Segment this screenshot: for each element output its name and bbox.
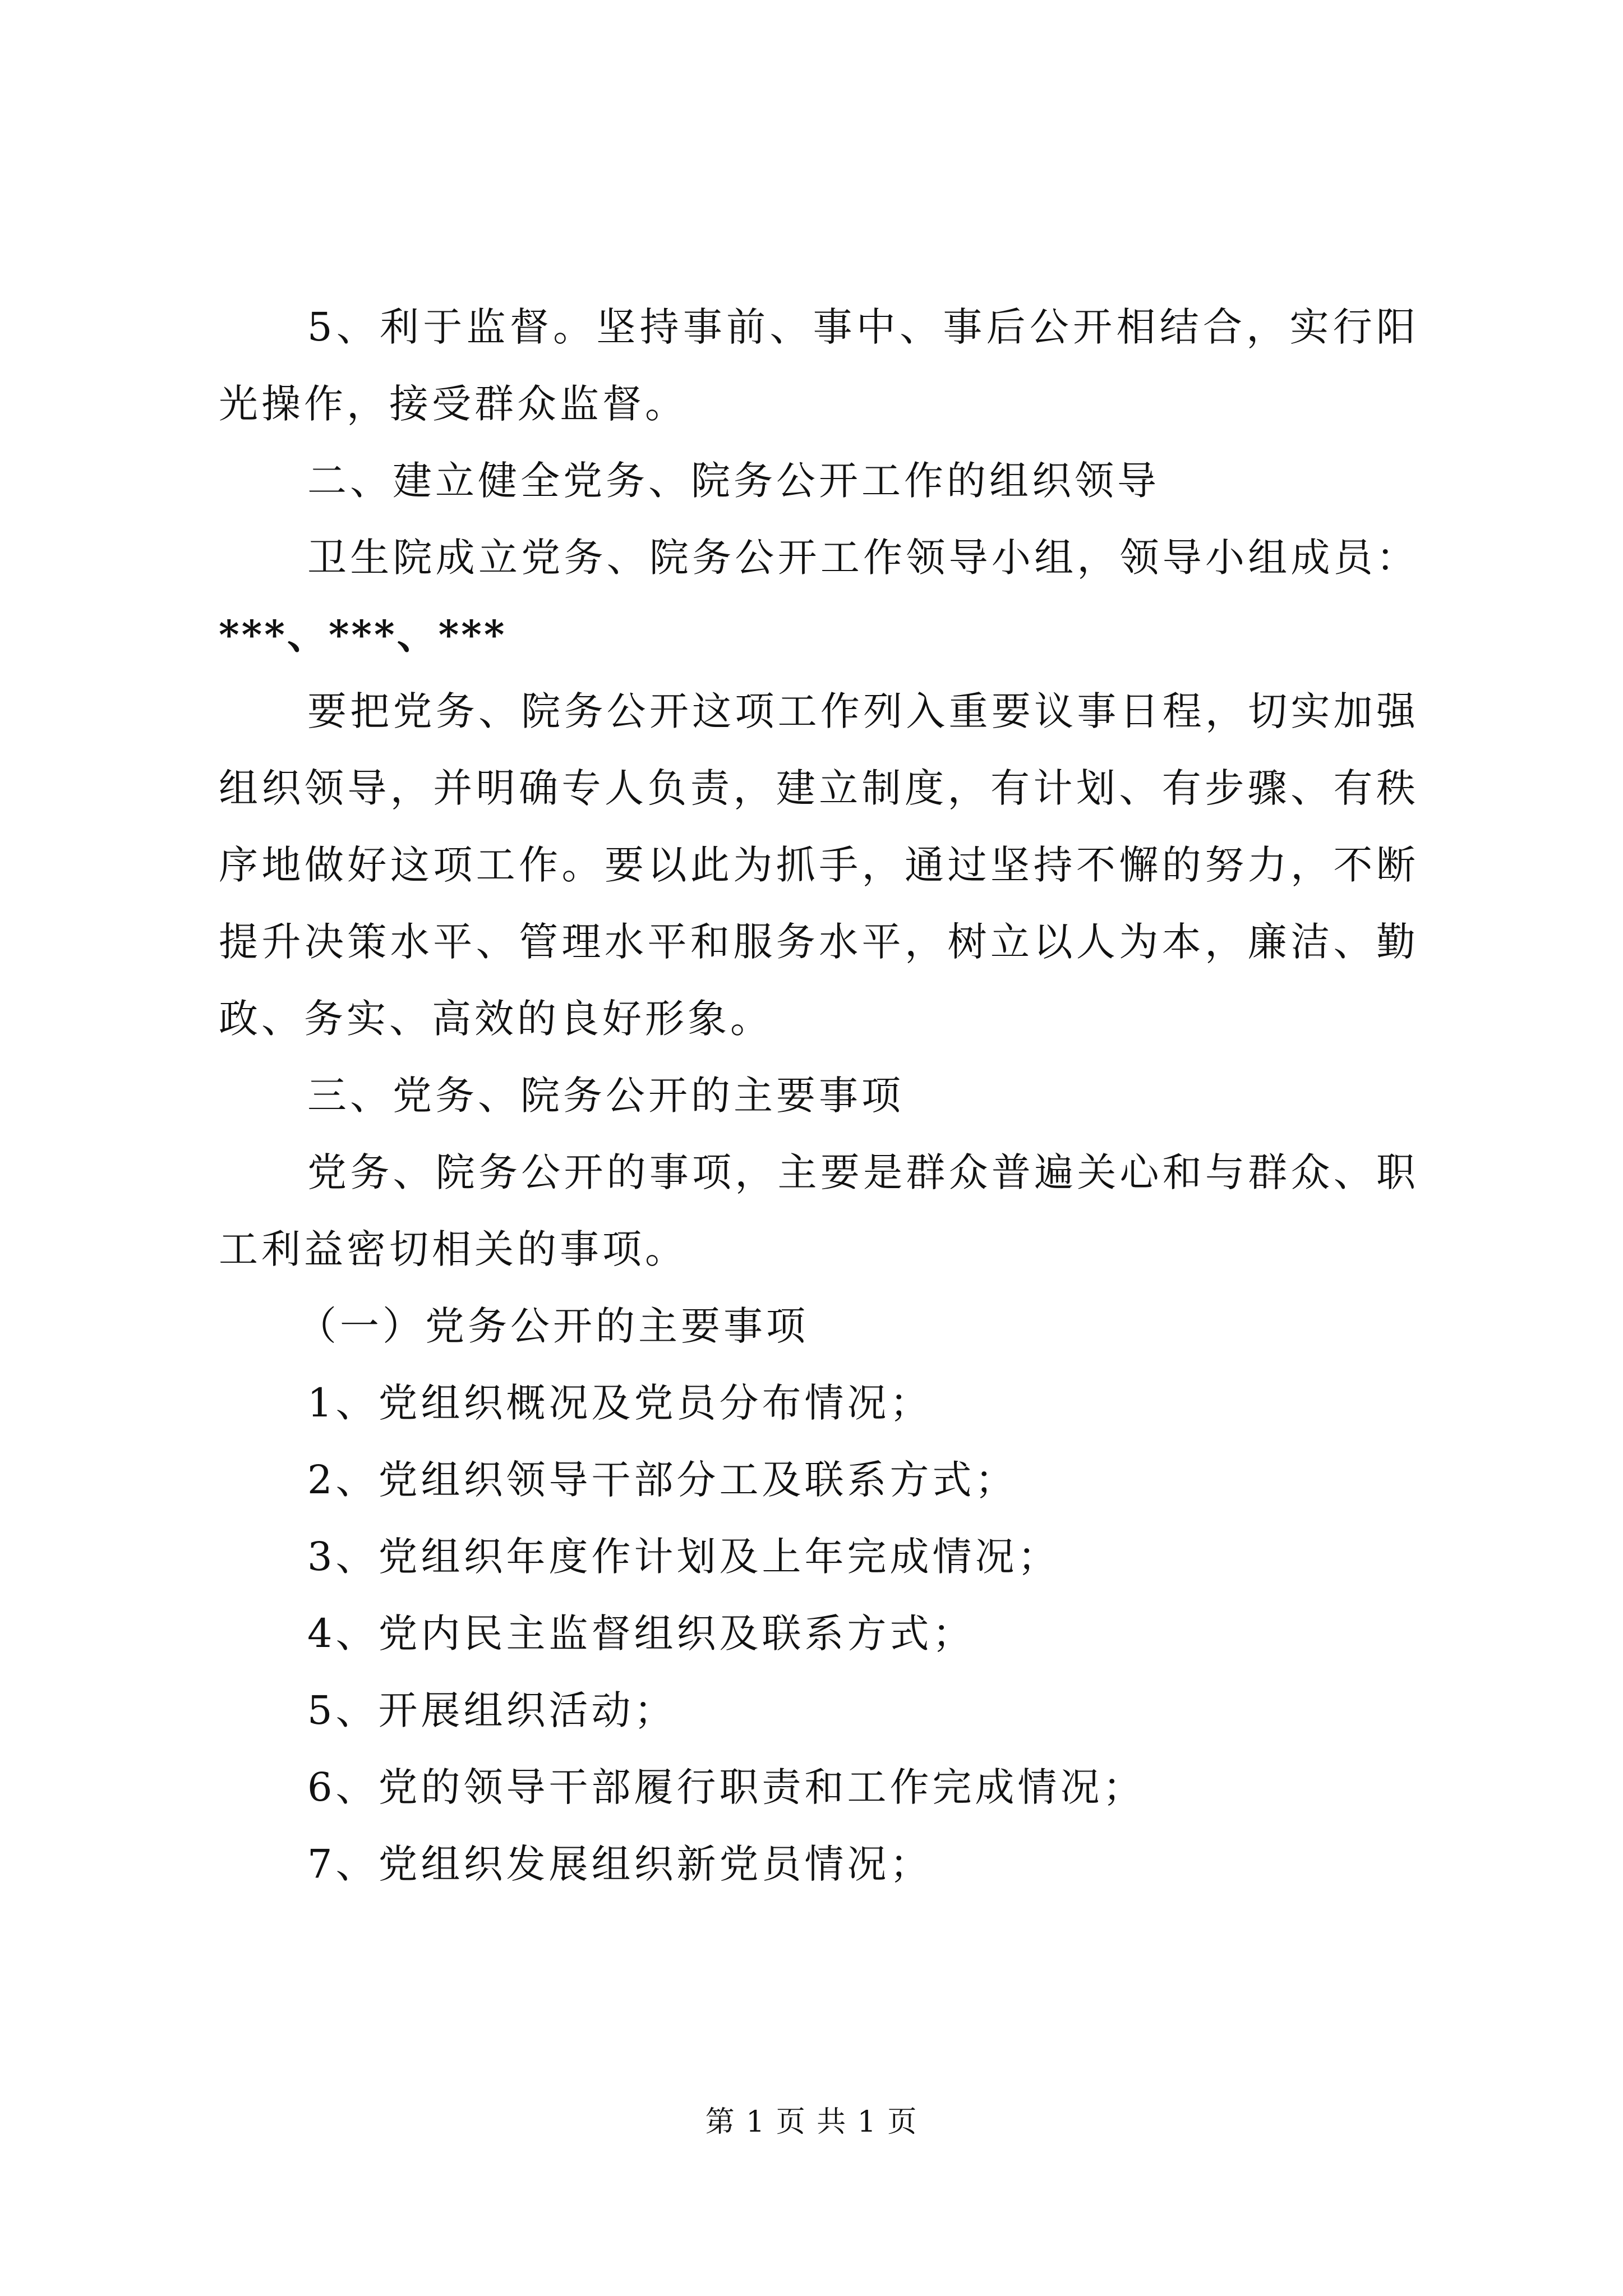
- list-item-4: 4、党内民主监督组织及联系方式；: [307, 1611, 975, 1657]
- paragraph-agenda: 要把党务、院务公开这项工作列入重要议事日程，切实加强组织领导，并明确专人负责，建立制度，有计划、有步骤、有秩序地做好这项工作。要以此为抓手，通过坚持不懈的努力，不断提升决策水平、管理水平和服务水平，树立以人为本，廉洁、勤政、务实、高效的良好形象。: [219, 688, 1419, 1042]
- paragraph-main-items: 党务、院务公开的事项，主要是群众普遍关心和与群众、职工利益密切相关的事项。: [219, 1149, 1419, 1272]
- paragraph-leadership-group: 卫生院成立党务、院务公开工作领导小组，领导小组成员：: [307, 535, 1419, 581]
- list-item-3: 3、党组织年度作计划及上年完成情况；: [307, 1534, 1061, 1580]
- list-item-5: 5、开展组织活动；: [307, 1687, 677, 1733]
- paragraph-supervision: 5、利于监督。坚持事前、事中、事后公开相结合，实行阳光操作，接受群众监督。: [219, 304, 1419, 427]
- list-item-6: 6、党的领导干部履行职责和工作完成情况；: [307, 1764, 1146, 1810]
- page-number-label: 第 1 页 共 1 页: [705, 2105, 918, 2139]
- document-body: [219, 289, 1419, 1903]
- page-footer: [0, 2098, 1623, 2140]
- subsection-heading-1: （一）党务公开的主要事项: [297, 1303, 809, 1349]
- paragraph-group-members: ***、***、***: [219, 611, 507, 658]
- section-heading-2: 二、建立健全党务、院务公开工作的组织领导: [307, 458, 1160, 504]
- list-item-1: 1、党组织概况及党员分布情况；: [307, 1380, 933, 1426]
- section-heading-3: 三、党务、院务公开的主要事项: [307, 1073, 904, 1119]
- list-item-7: 7、党组织发展组织新党员情况；: [307, 1841, 933, 1887]
- list-item-2: 2、党组织领导干部分工及联系方式；: [307, 1457, 1018, 1503]
